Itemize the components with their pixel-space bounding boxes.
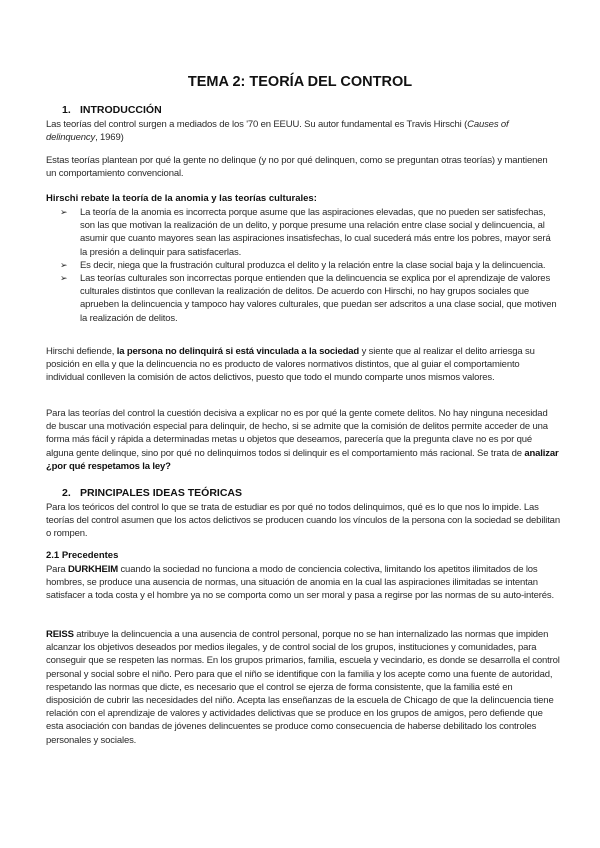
- reiss-name: REISS: [46, 629, 74, 640]
- durkheim-text-a: Para: [46, 564, 68, 575]
- bullet-text: La teoría de la anomia es incorrecta porque asume que las aspiraciones elevadas, que no pueden ser satisfechas, son las que motivan la realización de un delito, y porque presume una relación entre clase social y delincuencia, al asumir que cuanto mayores sean las aspiraciones insatisfechas, lo cual sucederá más entre los pobres, mayor será la presión a delinquir para satisfacerlas.: [80, 207, 551, 258]
- intro-p1-text: Las teorías del control surgen a mediados de los '70 en EEUU. Su autor fundamental es Travis Hirschi (: [46, 119, 468, 130]
- arrow-bullet-icon: ➢: [60, 259, 68, 270]
- precedentes-heading: 2.1 Precedentes: [46, 550, 119, 561]
- document-title: TEMA 2: TEORÍA DEL CONTROL: [187, 74, 413, 90]
- book-title: Causes of delinquency: [46, 119, 509, 144]
- list-item: [46, 272, 560, 325]
- list-item: [46, 206, 560, 259]
- bullet-text: Las teorías culturales son incorrectas porque entienden que la delincuencia se explica por el aprendizaje de valores culturales distintos que conllevan la realización de delitos. De acuerdo con Hirschi, no hay grupos sociales que aprueben la delincuencia y tampoco hay valores culturales, que puedan ser adscritos a una clase social, que motiven la realización de delitos.: [80, 273, 557, 324]
- p3-text-b: y siente que al realizar el delito arriesga su posición en ella y que la delincuencia no es producto de valores normativos distintos, que al guiar el comportamiento individual conlleven la comisión de actos delictivos, puesto que todo el mundo comparte unos mismos valores.: [46, 346, 535, 384]
- list-item: [46, 259, 560, 272]
- theory-ideas-paragraph: Para los teóricos del control lo que se trata de estudiar es por qué no todos delinquimos, qué es lo que nos lo impide. Las teorías del control asumen que los actos delictivos se producen cuando los vínculos de la persona con la sociedad se debilitan o rompen.: [46, 502, 560, 540]
- intro-p1-year: , 1969): [95, 132, 124, 144]
- durkheim-text-b: cuando la sociedad no funciona a modo de conciencia colectiva, limitando los apetitos ilimitados de los hombres, se produce una ausencia de normas, una situación de anomia en la cual las aspiraciones ilimitadas se intentan satisfacer a toda costa y el hombre ya no se comporta como un ser moral y pasa a regirse por las normas de su auto-interés.: [46, 564, 554, 602]
- reiss-text: atribuye la delincuencia a una ausencia de control personal, porque no se han internalizado las normas que impiden alcanzar los objetivos deseados por medios ilegales, y de control social de los grupos, instituciones y comunidades, para conseguir que se respeten las normas. En los grupos primarios, familia, escuela y vecindario, es donde se desarrolla el control personal y social sobre el niño. Pero para que el niño se identifique con la familia y los acepte como una fuente de autoridad, respetando las normas que dicte, es necesario que el control se ejerza de forma consistente, que la familia esté en disposición de cubrir las necesidades del niño. Acepta las enseñanzas de la escuela de Chicago de que la delincuencia tiene relación con el aprendizaje de valores y actividades delictivas que se produce en los grupos de amigos, pero defiende que esta asociación con bandas de jóvenes delincuentes se produce como consecuencia de haberse debilitado los controles personales y sociales.: [46, 629, 560, 746]
- rebate-bullet-list: [46, 206, 560, 325]
- durkheim-paragraph: [46, 563, 560, 603]
- section-2-heading: [62, 487, 242, 499]
- intro-paragraph-2: Estas teorías plantean por qué la gente no delinque (y no por qué delinquen, como se preguntan otras teorías) y mantienen un comportamiento convencional.: [46, 155, 548, 180]
- arrow-bullet-icon: ➢: [60, 273, 68, 284]
- section-1-number: 1.: [62, 104, 71, 116]
- control-question-paragraph: [46, 407, 560, 473]
- section-1-heading: [62, 104, 162, 116]
- p3-bold-thesis: la persona no delinquirá si está vinculada a la sociedad: [116, 346, 360, 357]
- section-1-title: INTRODUCCIÓN: [80, 104, 162, 116]
- hirschi-rebate-heading: Hirschi rebate la teoría de la anomia y las teorías culturales:: [46, 193, 317, 204]
- section-2-number: 2.: [62, 487, 71, 499]
- durkheim-name: DURKHEIM: [67, 564, 118, 575]
- reiss-paragraph: [46, 628, 560, 747]
- intro-paragraph-1: [46, 118, 560, 144]
- p3-text-a: Hirschi defiende,: [46, 346, 117, 357]
- section-2-title: PRINCIPALES IDEAS TEÓRICAS: [80, 487, 242, 499]
- arrow-bullet-icon: ➢: [60, 207, 68, 217]
- p4-text-a: Para las teorías del control la cuestión decisiva a explicar no es por qué la gente comete delitos. No hay ninguna necesidad de buscar una motivación especial para delinquir, de hecho, si se admite que la comisión de delitos permite acceder de una forma más fácil y rápida a determinadas metas u objetos que deseamos, parecería que la pregunta clave no es por qué alguna gente delinque, sino por qué no delinquimos todos si delinquir es el comportamiento más racional. Se trata de: [46, 408, 548, 459]
- bullet-text: Es decir, niega que la frustración cultural produzca el delito y la relación entre la clase social baja y la delincuencia.: [80, 259, 546, 271]
- p4-bold-question: analizar ¿por qué respetamos la ley?: [46, 447, 559, 472]
- hirschi-defends-paragraph: [46, 345, 560, 385]
